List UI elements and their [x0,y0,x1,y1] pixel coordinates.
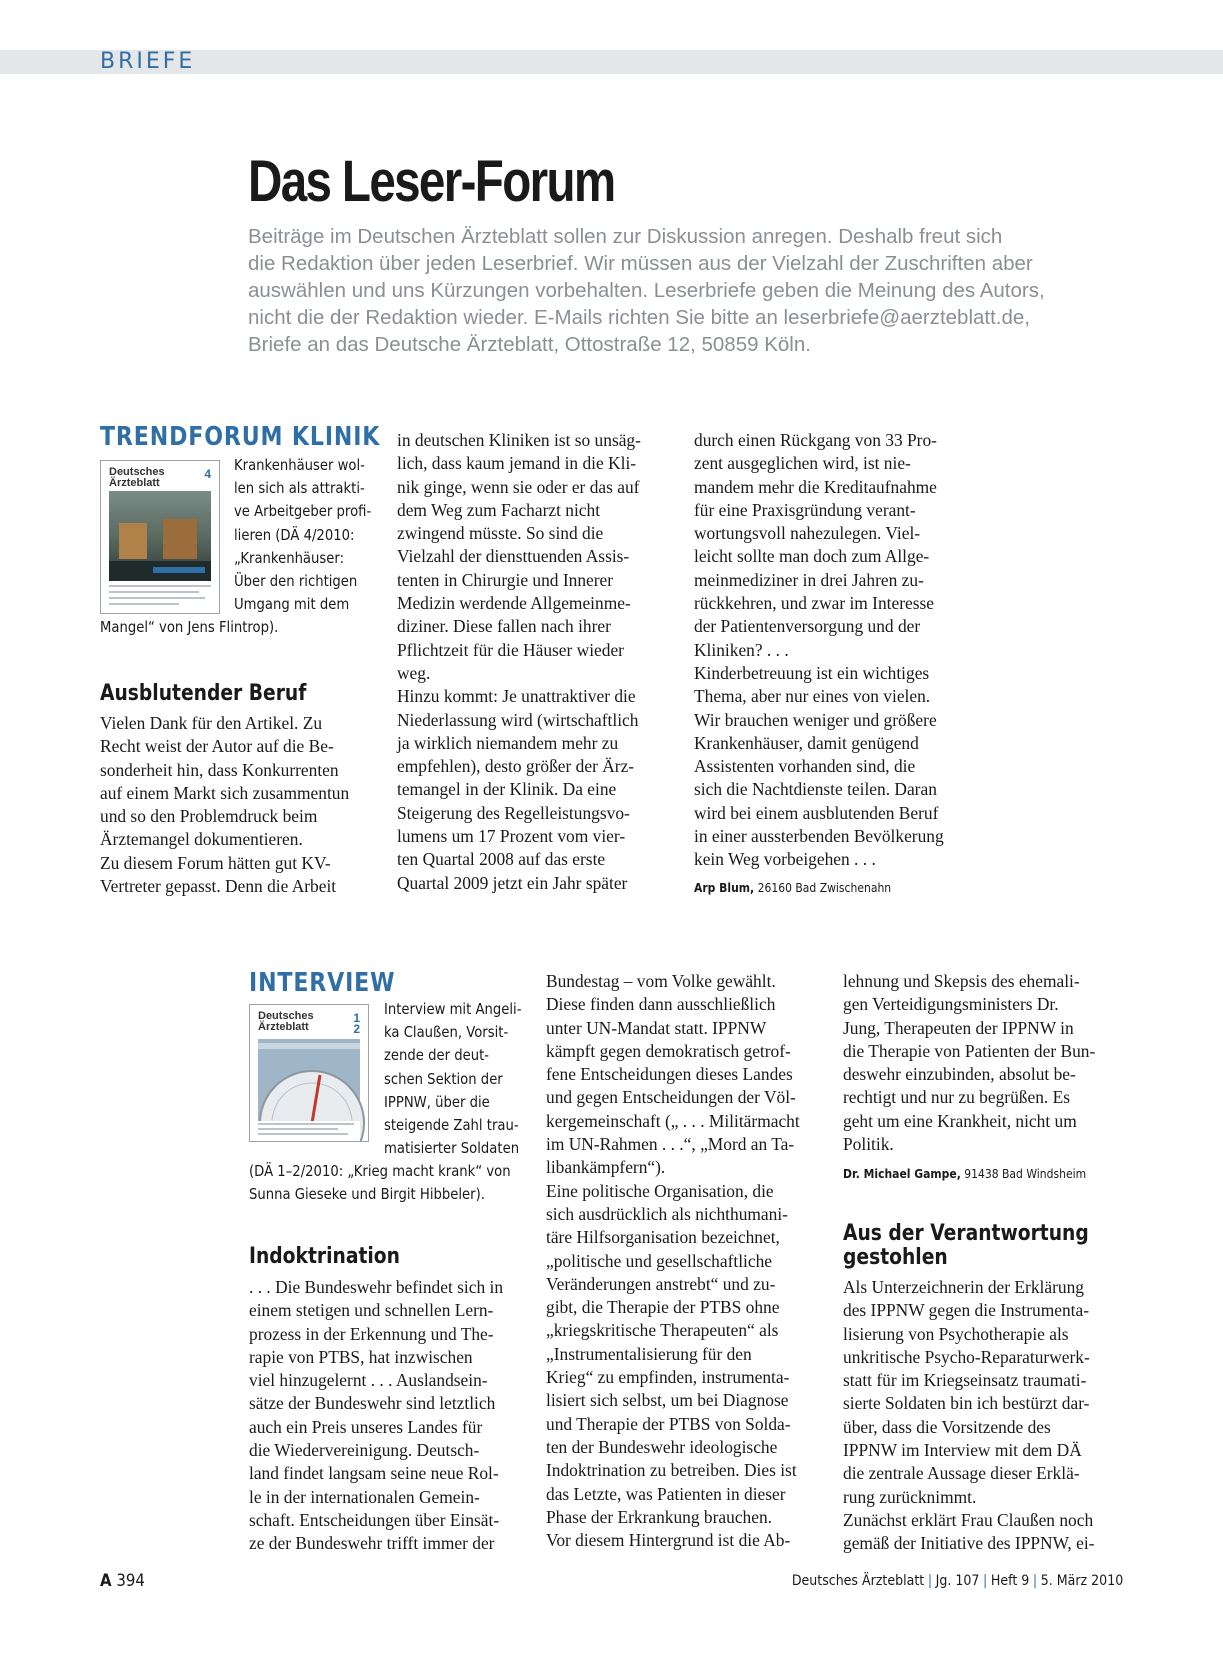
text-line: „Instrumentalisierung für den [546,1343,752,1364]
text-line: die Wiedervereinigung. Deutsch- [249,1440,480,1461]
reference-text-1: Krankenhäuser wol- len sich als attrakti- ve Arbeitgeber profi- lieren (DÄ 4/2010: „Krankenhäuser: Über den richtigen Umgang mit dem [234,456,372,614]
text-line: das Letzte, was Patienten in dieser [546,1483,786,1504]
text-line: Thema, aber nur eines von vielen. [694,686,931,707]
text-line: . . . Die Bundeswehr befindet sich in [249,1277,504,1297]
text-line: IPPNW im Interview mit dem DÄ [843,1440,1082,1461]
scale-gauge-icon [250,1005,368,1141]
text-line: zent ausgeglichen wird, ist nie- [694,453,911,474]
text-line: diziner. Diese fallen nach ihrer [397,616,611,637]
section-label: BRIEFE [100,49,196,74]
text-line: auch ein Preis unseres Landes für [249,1416,483,1437]
reference-text-1-tail: Mangel“ von Jens Flintrop). [100,618,279,636]
text-line: Vielzahl der diensttuenden Assis- [397,546,630,567]
text-line: land findet langsam seine neue Rol- [249,1463,499,1484]
letter1-column-2 [397,429,641,895]
text-line: rung zurücknimmt. [843,1486,977,1507]
text-line: Krankenhäuser, damit genügend [694,732,919,753]
text-line: ten der Bundeswehr ideologische [546,1436,778,1457]
text-line: Phase der Erkrankung brauchen. [546,1506,772,1527]
text-line: Recht weist der Autor auf die Be- [100,736,334,757]
text-line: in deutschen Kliniken ist so unsäg- [397,430,641,450]
text-line: ja wirklich niemandem mehr zu [397,732,619,753]
magazine-cover-thumbnail-2 [249,1004,369,1142]
cover-issue-number: 4 [204,467,211,481]
text-line: Assistenten vorhanden sind, die [694,756,916,777]
intro-line: Beiträge im Deutschen Ärzteblatt sollen zur Diskussion anregen. Deshalb freut sich [248,225,1003,248]
intro-line: auswählen und uns Kürzungen vorbehalten. Leserbriefe geben die Meinung des Autors, [248,279,1045,302]
footer-publication-info: Deutsches Ärzteblatt | Jg. 107 | Heft 9 | 5. März 2010 [791,1573,1123,1589]
headline-ausblutender-beruf: Ausblutender Beruf [100,681,307,706]
text-line: Politik. [843,1134,894,1155]
footer-issue: Heft 9 [990,1573,1030,1589]
headline-aus-der-verantwortung: Aus der Verantwortung gestohlen [843,1221,1089,1270]
text-line: kein Weg vorbeigehen . . . [694,849,876,870]
text-line: Kinderbetreuung ist ein wichtiges [694,662,930,683]
text-line: auf einem Markt sich zusammentun [100,782,350,803]
text-line: und Therapie der PTBS von Solda- [546,1413,791,1434]
intro-line: die Redaktion über jeden Leserbrief. Wir müssen aus der Vielzahl der Zuschriften aber [248,252,1033,275]
rubric-interview: INTERVIEW [249,968,396,998]
text-line: mandem mehr die Kreditaufnahme [694,476,937,497]
text-line: Als Unterzeichnerin der Erklärung [843,1277,1084,1297]
text-line: durch einen Rückgang von 33 Pro- [694,430,937,450]
text-line: rapie von PTBS, hat inzwischen [249,1346,473,1367]
reference-text-2: Interview mit Angeli- ka Claußen, Vorsit- zende der deut- schen Sektion der IPPNW, über die steigende Zahl trau- matisierter Soldaten [384,1000,522,1158]
text-line: des IPPNW gegen die Instrumenta- [843,1300,1089,1321]
text-line: deswehr einzubinden, absolut be- [843,1064,1076,1085]
text-line: die zentrale Aussage dieser Erklä- [843,1463,1080,1484]
letter2-column-3 [843,970,1095,1156]
text-line: Quartal 2009 jetzt ein Jahr später [397,872,628,893]
text-line: Kliniken? . . . [694,639,789,660]
cover-brand-2: Deutsches Ärzteblatt [258,1010,314,1033]
text-line: Vielen Dank für den Artikel. Zu [100,713,323,733]
text-line: sierte Soldaten bin ich bestürzt dar- [843,1393,1090,1414]
text-line: der Patientenversorgung und der [694,616,921,637]
text-line: fene Entscheidungen dieses Landes [546,1064,793,1085]
letter1-column-3 [694,429,944,872]
text-line: im UN-Rahmen . . .“, „Mord an Ta- [546,1134,795,1155]
text-line: Medizin werdende Allgemeinme- [397,593,631,614]
text-line: Bundestag – vom Volke gewählt. [546,971,776,991]
text-line: dem Weg zum Facharzt nicht [397,499,601,520]
text-line: Steigerung des Regelleistungsvo- [397,802,630,823]
text-line: unter UN-Mandat statt. IPPNW [546,1017,767,1038]
text-line: Jung, Therapeuten der IPPNW in [843,1017,1074,1038]
footer-date: 5. März 2010 [1040,1573,1123,1589]
letter1-column-1 [100,712,349,898]
text-line: in einer aussterbenden Bevölkerung [694,826,944,847]
letter2-column-2 [546,970,800,1552]
magazine-cover-thumbnail [100,460,220,614]
text-line: „politische und gesellschaftliche [546,1250,773,1271]
signature-1: Arp Blum, 26160 Bad Zwischenahn [694,881,892,895]
headline-indoktrination: Indoktrination [249,1244,400,1269]
text-line: Veränderungen anstrebt“ und zu- [546,1273,776,1294]
text-line: Vor diesem Hintergrund ist die Ab- [546,1530,791,1551]
text-line: ten Quartal 2008 auf das erste [397,849,606,870]
text-line: lich, dass kaum jemand in die Kli- [397,453,637,474]
text-line: sich ausdrücklich als nichthumani- [546,1203,788,1224]
text-line: Krieg“ zu empfinden, instrumenta- [546,1367,790,1388]
text-line: meinmediziner in drei Jahren zu- [694,569,924,590]
text-line: und so den Problemdruck beim [100,806,318,827]
page-title: Das Leser-Forum [248,149,615,214]
text-line: Hinzu kommt: Je unattraktiver die [397,686,636,707]
intro-line: Briefe an das Deutsche Ärzteblatt, Ottostraße 12, 50859 Köln. [248,333,811,356]
text-line: geht um eine Krankheit, nicht um [843,1110,1077,1131]
text-line: „kriegskritische Therapeuten“ als [546,1320,779,1341]
cover-brand: Deutsches Ärzteblatt [109,466,165,489]
text-line: nik ginge, wenn sie oder er das auf [397,476,640,497]
text-line: viel hinzugelernt . . . Auslandsein- [249,1370,488,1391]
text-line: und gegen Entscheidungen der Völ- [546,1087,796,1108]
text-line: Zunächst erklärt Frau Claußen noch [843,1509,1094,1530]
footer-volume: Jg. 107 [935,1573,980,1589]
text-line: tenten in Chirurgie und Innerer [397,569,614,590]
text-line: Indoktrination zu betreiben. Dies ist [546,1460,797,1481]
intro-line: nicht die der Redaktion wieder. E-Mails richten Sie bitte an leserbriefe@aerzteblatt.de, [248,306,1030,329]
letter2-column-1 [249,1276,503,1556]
text-line: kämpft gegen demokratisch getrof- [546,1040,791,1061]
text-line: rechtigt und nur zu begrüßen. Es [843,1087,1070,1108]
text-line: Ärztemangel dokumentieren. [100,829,303,850]
text-line: die Therapie von Patienten der Bun- [843,1040,1096,1061]
text-line: lisiert sich selbst, um bei Diagnose [546,1390,789,1411]
text-line: sätze der Bundeswehr sind letztlich [249,1393,496,1414]
text-line: wortungsvoll nahezulegen. Viel- [694,523,921,544]
letter3-column [843,1276,1094,1556]
text-line: Zu diesem Forum hätten gut KV- [100,852,331,873]
text-line: wird bei einem ausblutenden Beruf [694,802,939,823]
text-line: für eine Praxisgründung verant- [694,499,916,520]
text-line: ze der Bundeswehr trifft immer der [249,1533,495,1554]
cover-photo-icon [101,461,219,613]
rubric-trendforum: TRENDFORUM KLINIK [100,422,381,452]
intro-text [248,223,1128,358]
reference-text-2-tail: (DÄ 1–2/2010: „Krieg macht krank“ von Sunna Gieseke und Birgit Hibbeler). [249,1162,511,1204]
signature-2: Dr. Michael Gampe, 91438 Bad Windsheim [843,1167,1087,1181]
text-line: lisierung von Psychotherapie als [843,1323,1069,1344]
text-line: Pflichtzeit für die Häuser wieder [397,639,624,660]
text-line: unkritische Psycho-Reparaturwerk- [843,1346,1090,1367]
text-line: Vertreter gepasst. Denn die Arbeit [100,876,337,897]
text-line: kergemeinschaft („ . . . Militärmacht [546,1110,800,1131]
text-line: libankämpfern“). [546,1157,666,1178]
text-line: prozess in der Erkennung und The- [249,1323,494,1344]
text-line: sich die Nachtdienste teilen. Daran [694,779,937,800]
text-line: schaft. Entscheidungen über Einsät- [249,1509,500,1530]
text-line: rückkehren, und zwar im Interesse [694,593,934,614]
cover-issue-number-2: 1 2 [353,1011,360,1036]
page-number: A 394 [100,1571,145,1591]
text-line: leicht sollte man doch zum Allge- [694,546,930,567]
text-line: Wir brauchen weniger und größere [694,709,937,730]
text-line: sonderheit hin, dass Konkurrenten [100,759,339,780]
text-line: Niederlassung wird (wirtschaftlich [397,709,639,730]
text-line: täre Hilfsorganisation bezeichnet, [546,1227,780,1248]
text-line: statt für im Kriegseinsatz traumati- [843,1370,1087,1391]
text-line: gibt, die Therapie der PTBS ohne [546,1297,780,1318]
text-line: empfehlen), desto größer der Ärz- [397,756,635,777]
text-line: über, dass die Vorsitzende des [843,1416,1051,1437]
text-line: gemäß der Initiative des IPPNW, ei- [843,1533,1095,1554]
text-line: einem stetigen und schnellen Lern- [249,1300,494,1321]
text-line: Eine politische Organisation, die [546,1180,774,1201]
text-line: lumens um 17 Prozent vom vier- [397,826,626,847]
text-line: gen Verteidigungsministers Dr. [843,994,1059,1015]
text-line: zwingend müsste. So sind die [397,523,604,544]
footer-journal: Deutsches Ärzteblatt [791,1573,924,1589]
text-line: le in der internationalen Gemein- [249,1486,480,1507]
text-line: lehnung und Skepsis des ehemali- [843,971,1080,991]
text-line: weg. [397,662,431,683]
text-line: Diese finden dann ausschließlich [546,994,776,1015]
text-line: temangel in der Klinik. Da eine [397,779,617,800]
